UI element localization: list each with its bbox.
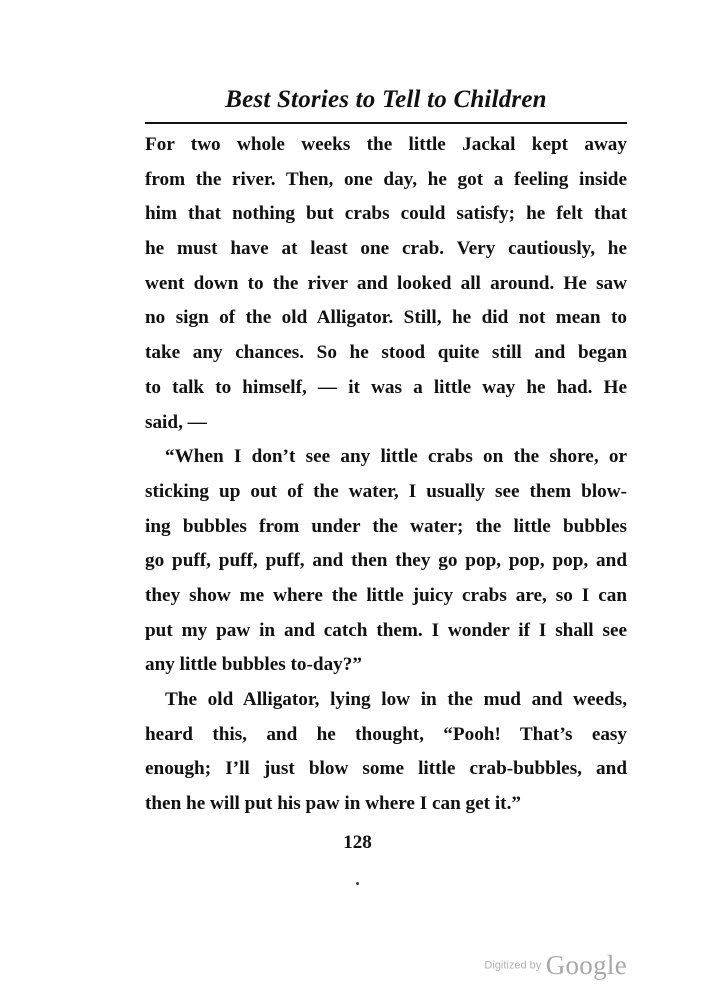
text-line: take any chances. So he stood quite still and began [145, 342, 627, 364]
watermark-prefix: Digitized by [484, 959, 542, 972]
text-line: enough; I’ll just blow some little crab-bubbles, and [145, 758, 627, 780]
text-line: “When I don’t see any little crabs on the shore, or [165, 446, 627, 468]
text-line: from the river. Then, one day, he got a feeling inside [145, 168, 627, 190]
text-line: go puff, puff, puff, and then they go pop, pop, pop, and [145, 550, 627, 572]
text-line: any little bubbles to-day?” [145, 654, 362, 676]
text-line: him that nothing but crabs could satisfy; he felt that [145, 203, 627, 225]
body-text [145, 128, 627, 822]
digitized-watermark [484, 950, 627, 981]
text-line: he must have at least one crab. Very cautiously, he [145, 238, 627, 260]
text-line: to talk to himself, — it was a little way he had. He [145, 376, 627, 398]
running-head: Best Stories to Tell to Children [225, 86, 547, 113]
text-line: The old Alligator, lying low in the mud and weeds, [165, 689, 627, 710]
scan-speck [356, 882, 359, 885]
text-line: put my paw in and catch them. I wonder if I shall see [145, 619, 627, 641]
text-line: then he will put his paw in where I can get it.” [145, 793, 521, 815]
text-line: sticking up out of the water, I usually see them blow- [145, 480, 627, 502]
header-rule [145, 122, 627, 124]
text-line: said, — [145, 411, 207, 433]
page-header [145, 80, 627, 124]
google-logo: Google [545, 950, 627, 980]
text-line: heard this, and he thought, “Pooh! That’s easy [145, 723, 627, 745]
page-number: 128 [343, 832, 372, 853]
text-line: they show me where the little juicy crabs are, so I can [145, 584, 627, 606]
text-line: For two whole weeks the little Jackal kept away [145, 134, 627, 155]
text-line: no sign of the old Alligator. Still, he did not mean to [145, 307, 627, 329]
text-line: ing bubbles from under the water; the little bubbles [145, 515, 627, 537]
text-line: went down to the river and looked all around. He saw [145, 272, 627, 294]
